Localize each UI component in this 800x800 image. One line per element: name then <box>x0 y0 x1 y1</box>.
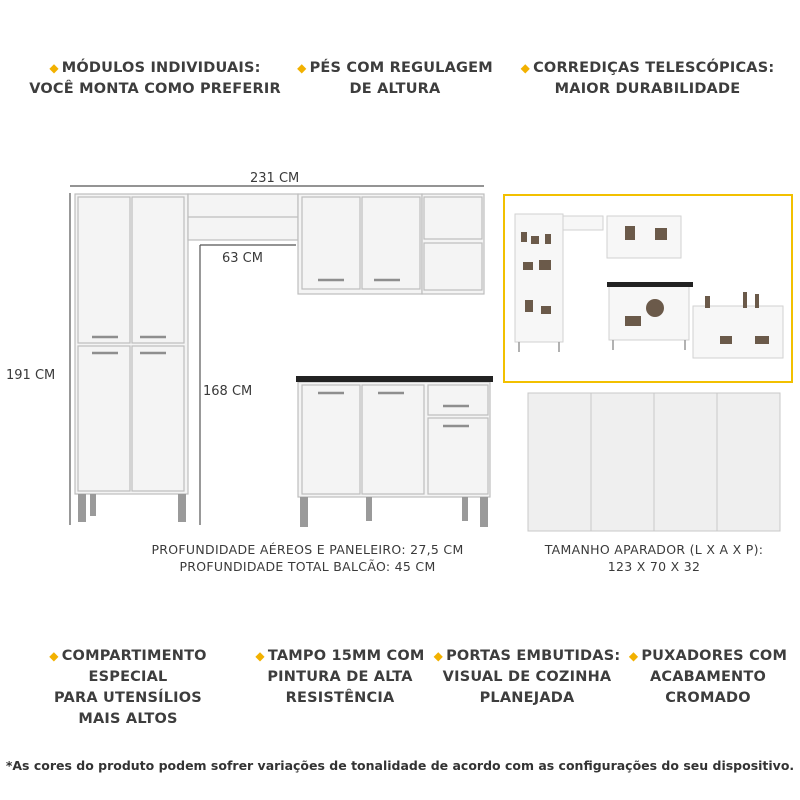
width-dimension: 231 CM <box>250 171 300 186</box>
feature-special-compartment: ◆ COMPARTIMENTO ESPECIAL PARA UTENSÍLIOS MAIS ALTOS <box>49 648 207 727</box>
diamond-bullet-icon: ◆ <box>49 61 59 75</box>
feature-built-in-doors: ◆ PORTAS EMBUTIDAS: VISUAL DE COZINHA PLANEJADA <box>433 648 621 706</box>
height-dimension: 191 CM <box>6 368 56 383</box>
diamond-bullet-icon: ◆ <box>520 61 531 75</box>
product-photo <box>503 194 793 383</box>
countertop <box>296 376 493 382</box>
diamond-bullet-icon: ◆ <box>297 61 307 75</box>
kitchen-photo-illustration <box>505 196 790 380</box>
sideboard-drawing <box>528 393 780 531</box>
diamond-bullet-icon: ◆ <box>433 649 444 663</box>
feature-individual-modules: ◆ MÓDULOS INDIVIDUAIS: VOCÊ MONTA COMO PREFERIR <box>29 60 281 97</box>
color-disclaimer: *As cores do produto podem sofrer variações de tonalidade de acordo com as configurações do seu dispositivo. <box>5 758 795 773</box>
inner-height-dimension: 168 CM <box>203 384 253 399</box>
diamond-bullet-icon: ◆ <box>49 649 59 663</box>
feature-adjustable-feet: ◆ PÉS COM REGULAGEM DE ALTURA <box>297 60 493 97</box>
sideboard-size: TAMANHO APARADOR (L X A X P): 123 X 70 X 32 <box>544 542 764 574</box>
depth-notes: PROFUNDIDADE AÉREOS E PANELEIRO: 27,5 CM PROFUNDIDADE TOTAL BALCÃO: 45 CM <box>151 542 464 574</box>
gap-dimension: 63 CM <box>222 251 263 266</box>
diamond-bullet-icon: ◆ <box>628 649 639 663</box>
diamond-bullet-icon: ◆ <box>255 649 265 663</box>
feature-countertop: ◆ TAMPO 15MM COM PINTURA DE ALTA RESISTÊNCIA <box>255 648 425 706</box>
feature-chrome-handles: ◆ PUXADORES COM ACABAMENTO CROMADO <box>628 648 788 706</box>
feature-telescopic-slides: ◆ CORREDIÇAS TELESCÓPICAS: MAIOR DURABILIDADE <box>520 60 775 97</box>
